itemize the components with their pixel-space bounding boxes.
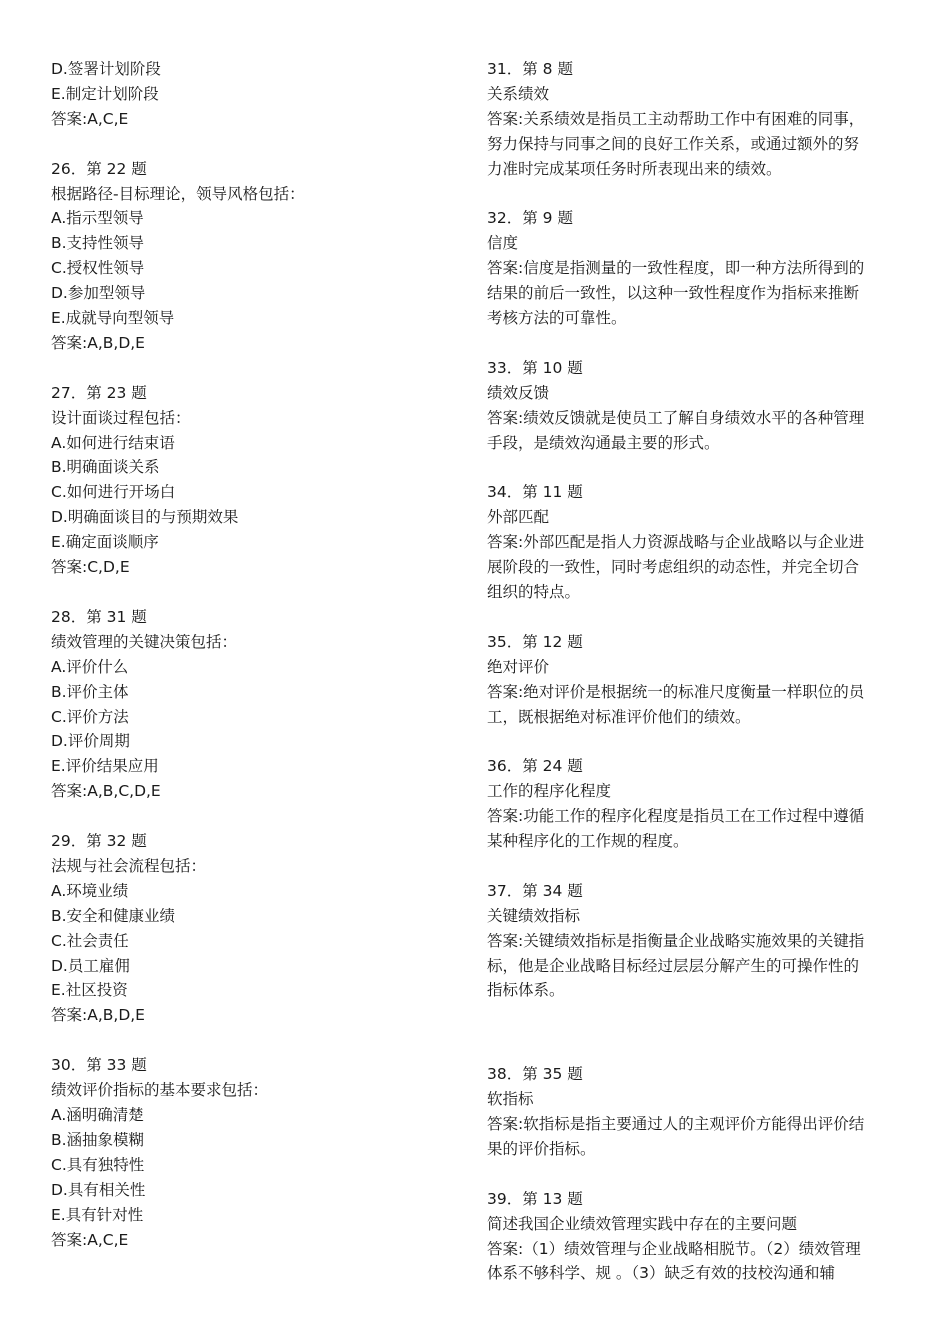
question-term: 关键绩效指标 bbox=[487, 906, 581, 925]
question-term: 软指标 bbox=[487, 1090, 534, 1109]
answer-line: 结果的前后一致性，以这种一致性程度作为指标来推断 bbox=[487, 284, 860, 303]
question-block-36 bbox=[487, 754, 905, 854]
option-line: E.社区投资 bbox=[51, 981, 128, 1000]
option-line: A.环境业绩 bbox=[51, 881, 129, 900]
question-header: 33．第 10 题 bbox=[487, 358, 583, 377]
question-term: 工作的程序化程度 bbox=[487, 782, 612, 801]
option-line: E.具有针对性 bbox=[51, 1205, 144, 1224]
question-header: 34．第 11 题 bbox=[487, 483, 583, 502]
question-header: 37．第 34 题 bbox=[487, 881, 583, 900]
answer-line: 答案:外部匹配是指人力资源战略与企业战略以与企业进 bbox=[487, 533, 865, 552]
question-header: 35．第 12 题 bbox=[487, 632, 583, 651]
question-block-38 bbox=[487, 1062, 905, 1162]
question-prompt: 法规与社会流程包括： bbox=[51, 856, 207, 875]
question-header: 29．第 32 题 bbox=[51, 832, 147, 851]
question-header: 39．第 13 题 bbox=[487, 1189, 583, 1208]
top-fragment bbox=[51, 57, 451, 132]
option-line: D.具有相关性 bbox=[51, 1180, 146, 1199]
option-line: C.社会责任 bbox=[51, 931, 129, 950]
question-block-34 bbox=[487, 480, 905, 605]
question-term: 简述我国企业绩效管理实践中存在的主要问题 bbox=[487, 1214, 798, 1233]
option-line: A.如何进行结束语 bbox=[51, 433, 175, 452]
answer-line: 答案:A,C,E bbox=[51, 109, 129, 128]
option-line: A.评价什么 bbox=[51, 657, 129, 676]
question-term: 绝对评价 bbox=[487, 657, 550, 676]
option-line: E.制定计划阶段 bbox=[51, 84, 159, 103]
option-line: B.安全和健康业绩 bbox=[51, 906, 176, 925]
option-line: E.评价结果应用 bbox=[51, 757, 159, 776]
answer-line: 展阶段的一致性，同时考虑组织的动态性，并完全切合 bbox=[487, 558, 860, 577]
option-line: E.确定面谈顺序 bbox=[51, 533, 159, 552]
answer-line: 努力保持与同事之间的良好工作关系，或通过额外的努 bbox=[487, 134, 860, 153]
question-term: 关系绩效 bbox=[487, 84, 550, 103]
answer-line: 答案:A,B,C,D,E bbox=[51, 782, 161, 801]
question-header: 36．第 24 题 bbox=[487, 757, 583, 776]
question-header: 27．第 23 题 bbox=[51, 383, 147, 402]
question-header: 31．第 8 题 bbox=[487, 60, 573, 78]
answer-line: 答案:绩效反馈就是使员工了解自身绩效水平的各种管理 bbox=[487, 408, 865, 427]
question-prompt: 设计面谈过程包括： bbox=[51, 408, 191, 427]
question-prompt: 根据路径-目标理论，领导风格包括： bbox=[51, 184, 305, 203]
answer-line: 指标体系。 bbox=[487, 981, 565, 1000]
answer-line: 答案:C,D,E bbox=[51, 558, 130, 577]
answer-line: 答案:关系绩效是指员工主动帮助工作中有困难的同事， bbox=[487, 109, 865, 128]
question-block-26 bbox=[51, 157, 451, 356]
question-header: 30．第 33 题 bbox=[51, 1056, 147, 1075]
answer-line: 手段，是绩效沟通最主要的形式。 bbox=[487, 433, 720, 452]
answer-line: 体系不够科学、规 。（3）缺乏有效的技校沟通和辅 bbox=[487, 1264, 836, 1283]
answer-line: 答案:软指标是指主要通过人的主观评价方能得出评价结 bbox=[487, 1115, 865, 1134]
answer-line: 答案:功能工作的程序化程度是指员工在工作过程中遵循 bbox=[487, 807, 865, 826]
answer-line: 工，既根据绝对标准评价他们的绩效。 bbox=[487, 707, 751, 726]
question-block-29 bbox=[51, 829, 451, 1028]
option-line: B.支持性领导 bbox=[51, 234, 145, 253]
answer-line: 答案:A,B,D,E bbox=[51, 1006, 145, 1025]
question-term: 绩效反馈 bbox=[487, 383, 550, 402]
option-line: C.评价方法 bbox=[51, 707, 129, 726]
answer-line: 答案:信度是指测量的一致性程度，即一种方法所得到的 bbox=[487, 259, 865, 278]
option-line: E.成就导向型领导 bbox=[51, 309, 175, 328]
question-block-28 bbox=[51, 605, 451, 804]
option-line: A.指示型领导 bbox=[51, 209, 144, 228]
answer-line: 标，他是企业战略目标经过层层分解产生的可操作性的 bbox=[487, 956, 860, 975]
answer-line: 答案:A,B,D,E bbox=[51, 333, 145, 352]
question-term: 信度 bbox=[487, 234, 519, 253]
answer-line: 答案:（1）绩效管理与企业战略相脱节。（2）绩效管理 bbox=[487, 1239, 861, 1258]
question-block-27 bbox=[51, 381, 451, 580]
option-line: D.参加型领导 bbox=[51, 284, 146, 303]
answer-line: 组织的特点。 bbox=[487, 582, 581, 601]
question-block-37 bbox=[487, 879, 905, 1004]
question-header: 26．第 22 题 bbox=[51, 159, 147, 178]
question-block-33 bbox=[487, 356, 905, 456]
answer-line: 力准时完成某项任务时所表现出来的绩效。 bbox=[487, 159, 782, 178]
option-line: C.授权性领导 bbox=[51, 259, 145, 278]
option-line: D.员工雇佣 bbox=[51, 956, 130, 975]
option-line: D.评价周期 bbox=[51, 732, 130, 751]
answer-line: 答案:绝对评价是根据统一的标准尺度衡量一样职位的员 bbox=[487, 682, 865, 701]
option-line: D.签署计划阶段 bbox=[51, 60, 161, 78]
question-prompt: 绩效评价指标的基本要求包括： bbox=[51, 1081, 269, 1100]
question-prompt: 绩效管理的关键决策包括： bbox=[51, 632, 238, 651]
left-column bbox=[51, 57, 451, 1252]
answer-line: 答案:A,C,E bbox=[51, 1230, 129, 1249]
answer-line: 考核方法的可靠性。 bbox=[487, 309, 627, 328]
question-header: 38．第 35 题 bbox=[487, 1065, 583, 1084]
question-block-31 bbox=[487, 57, 905, 182]
answer-line: 答案:关键绩效指标是指衡量企业战略实施效果的关键指 bbox=[487, 931, 865, 950]
question-block-30 bbox=[51, 1053, 451, 1252]
option-line: A.涵明确清楚 bbox=[51, 1105, 144, 1124]
question-header: 28．第 31 题 bbox=[51, 607, 147, 626]
question-block-35 bbox=[487, 630, 905, 730]
option-line: B.评价主体 bbox=[51, 682, 129, 701]
option-line: D.明确面谈目的与预期效果 bbox=[51, 508, 239, 527]
question-term: 外部匹配 bbox=[487, 508, 550, 527]
option-line: B.明确面谈关系 bbox=[51, 458, 160, 477]
answer-line: 某种程序化的工作规的程度。 bbox=[487, 832, 689, 851]
option-line: B.涵抽象模糊 bbox=[51, 1130, 145, 1149]
option-line: C.具有独特性 bbox=[51, 1155, 145, 1174]
option-line: C.如何进行开场白 bbox=[51, 483, 176, 502]
question-block-39 bbox=[487, 1187, 905, 1287]
answer-line: 果的评价指标。 bbox=[487, 1139, 596, 1158]
question-header: 32．第 9 题 bbox=[487, 209, 573, 228]
right-column bbox=[487, 57, 905, 1286]
question-block-32 bbox=[487, 206, 905, 331]
